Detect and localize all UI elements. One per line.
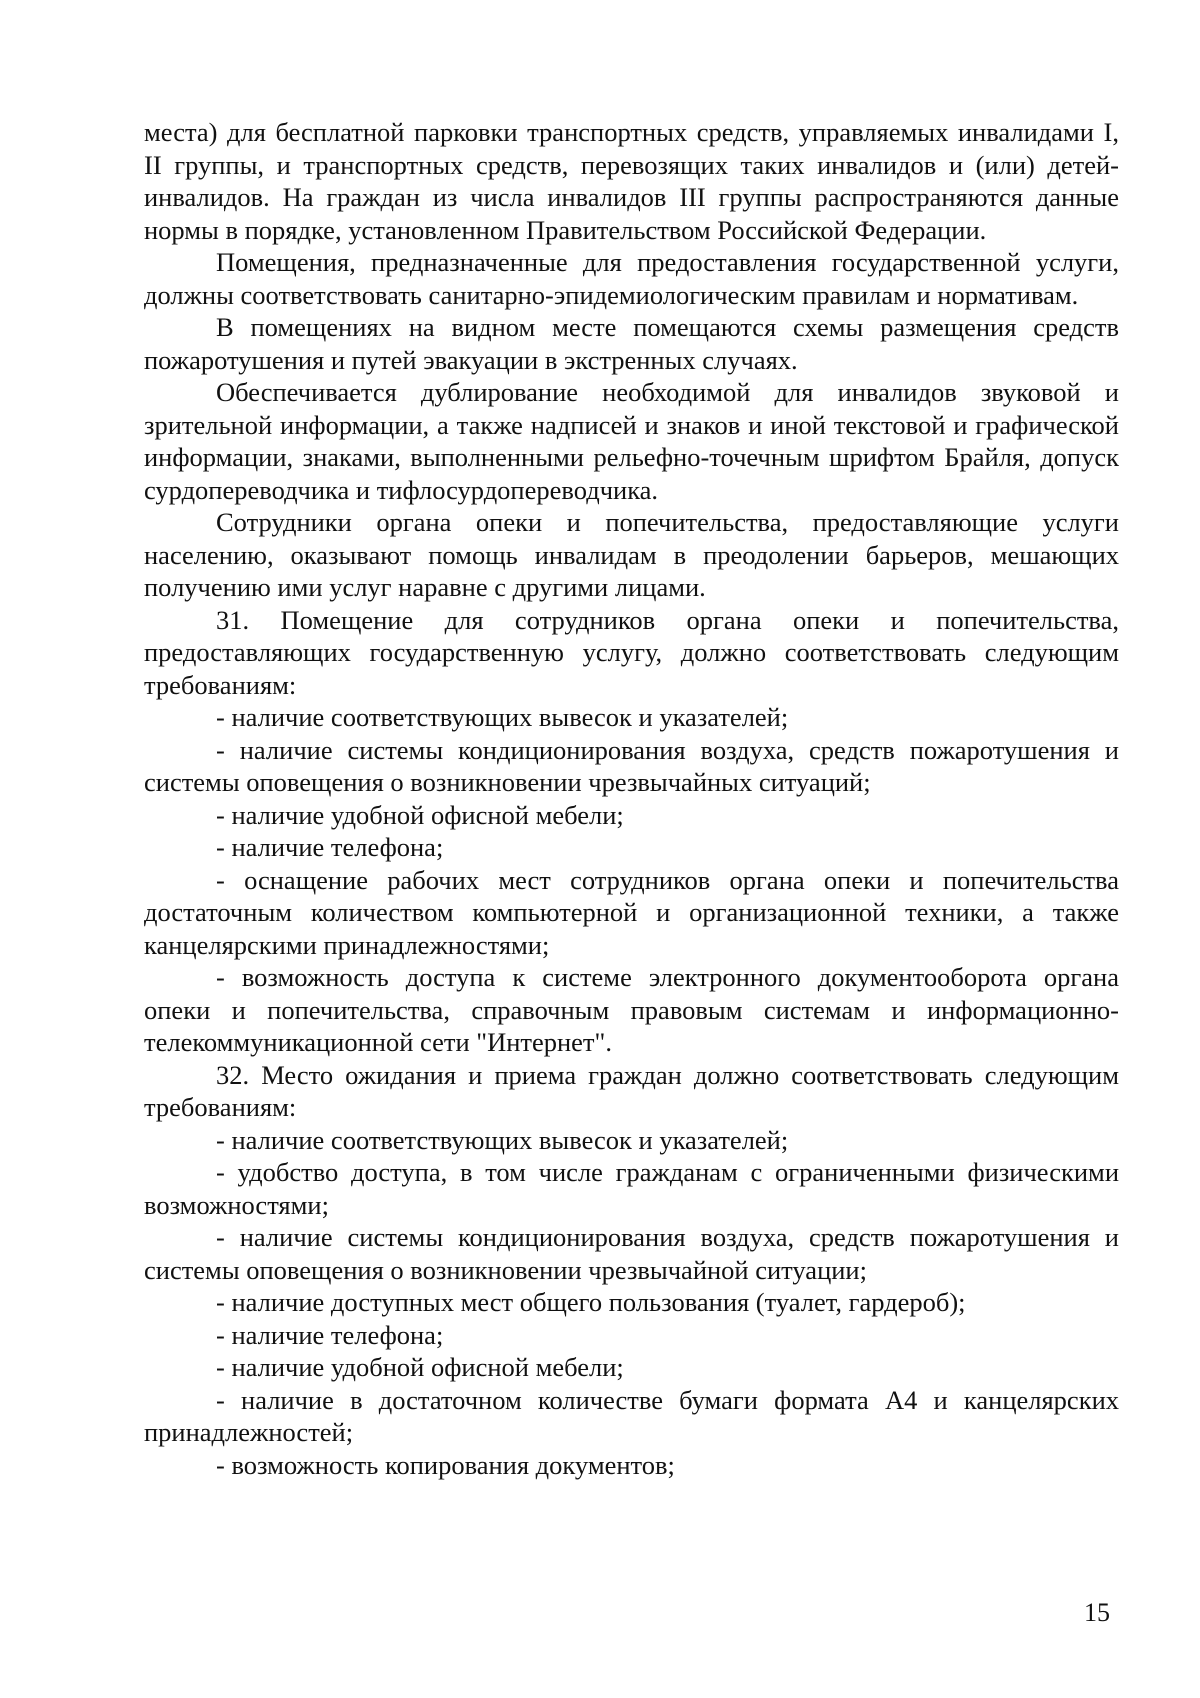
list-item: - наличие телефона; (216, 832, 444, 862)
list-item: - возможность доступа к системе электронного документооборота органа опеки и попечительства, справочным правовым системам и информационно-телекоммуникационной сети "Интернет". (144, 962, 1119, 1057)
paragraph: места) для бесплатной парковки транспортных средств, управляемых инвалидами I, II группы, и транспортных средств, перевозящих таких инвалидов и (или) детей-инвалидов. На граждан из числа инвалидов III группы распространяются данные нормы в порядке, установленном Правительством Российской Федерации. (144, 117, 1119, 245)
list-item: - наличие телефона; (216, 1319, 444, 1350)
paragraph: Обеспечивается дублирование необходимой для инвалидов звуковой и зрительной информации, а также надписей и знаков и иной текстовой и графической информации, знаками, выполненными рельефно-точечным шрифтом Брайля, допуск сурдопереводчика и тифлосурдопереводчика. (144, 377, 1119, 505)
paragraph-item-31: 31. Помещение для сотрудников органа опеки и попечительства, предоставляющих государственную услугу, должно соответствовать следующим требованиям: (144, 604, 1119, 700)
list-item: - оснащение рабочих мест сотрудников органа опеки и попечительства достаточным количеством компьютерной и организационной техники, а также канцелярскими принадлежностями; (144, 864, 1119, 960)
document-body (144, 116, 1119, 1481)
paragraph: Помещения, предназначенные для предоставления государственной услуги, должны соответствовать санитарно-эпидемиологическим правилам и нормативам. (144, 247, 1119, 310)
page-number: 15 (1084, 1598, 1110, 1627)
list-item: - наличие системы кондиционирования воздуха, средств пожаротушения и системы оповещения о возникновении чрезвычайных ситуаций; (144, 734, 1119, 797)
list-item: - удобство доступа, в том числе гражданам с ограниченными физическими возможностями; (144, 1157, 1119, 1220)
paragraph-item-32: 32. Место ожидания и приема граждан должно соответствовать следующим требованиям: (144, 1059, 1119, 1122)
list-item: - наличие удобной офисной мебели; (216, 799, 624, 830)
paragraph: В помещениях на видном месте помещаются схемы размещения средств пожаротушения и путей эвакуации в экстренных случаях. (144, 312, 1119, 375)
list-item: - наличие соответствующих вывесок и указателей; (216, 702, 789, 732)
list-item: - наличие системы кондиционирования воздуха, средств пожаротушения и системы оповещения о возникновении чрезвычайной ситуации; (144, 1222, 1119, 1285)
list-item: - наличие удобной офисной мебели; (216, 1352, 624, 1382)
list-item: - наличие соответствующих вывесок и указателей; (216, 1124, 789, 1155)
list-item: - наличие в достаточном количестве бумаги формата А4 и канцелярских принадлежностей; (144, 1384, 1119, 1447)
list-item: - наличие доступных мест общего пользования (туалет, гардероб); (216, 1287, 966, 1317)
paragraph: Сотрудники органа опеки и попечительства, предоставляющие услуги населению, оказывают помощь инвалидам в преодолении барьеров, мешающих получению ими услуг наравне с другими лицами. (144, 507, 1119, 602)
list-item: - возможность копирования документов; (216, 1449, 675, 1480)
